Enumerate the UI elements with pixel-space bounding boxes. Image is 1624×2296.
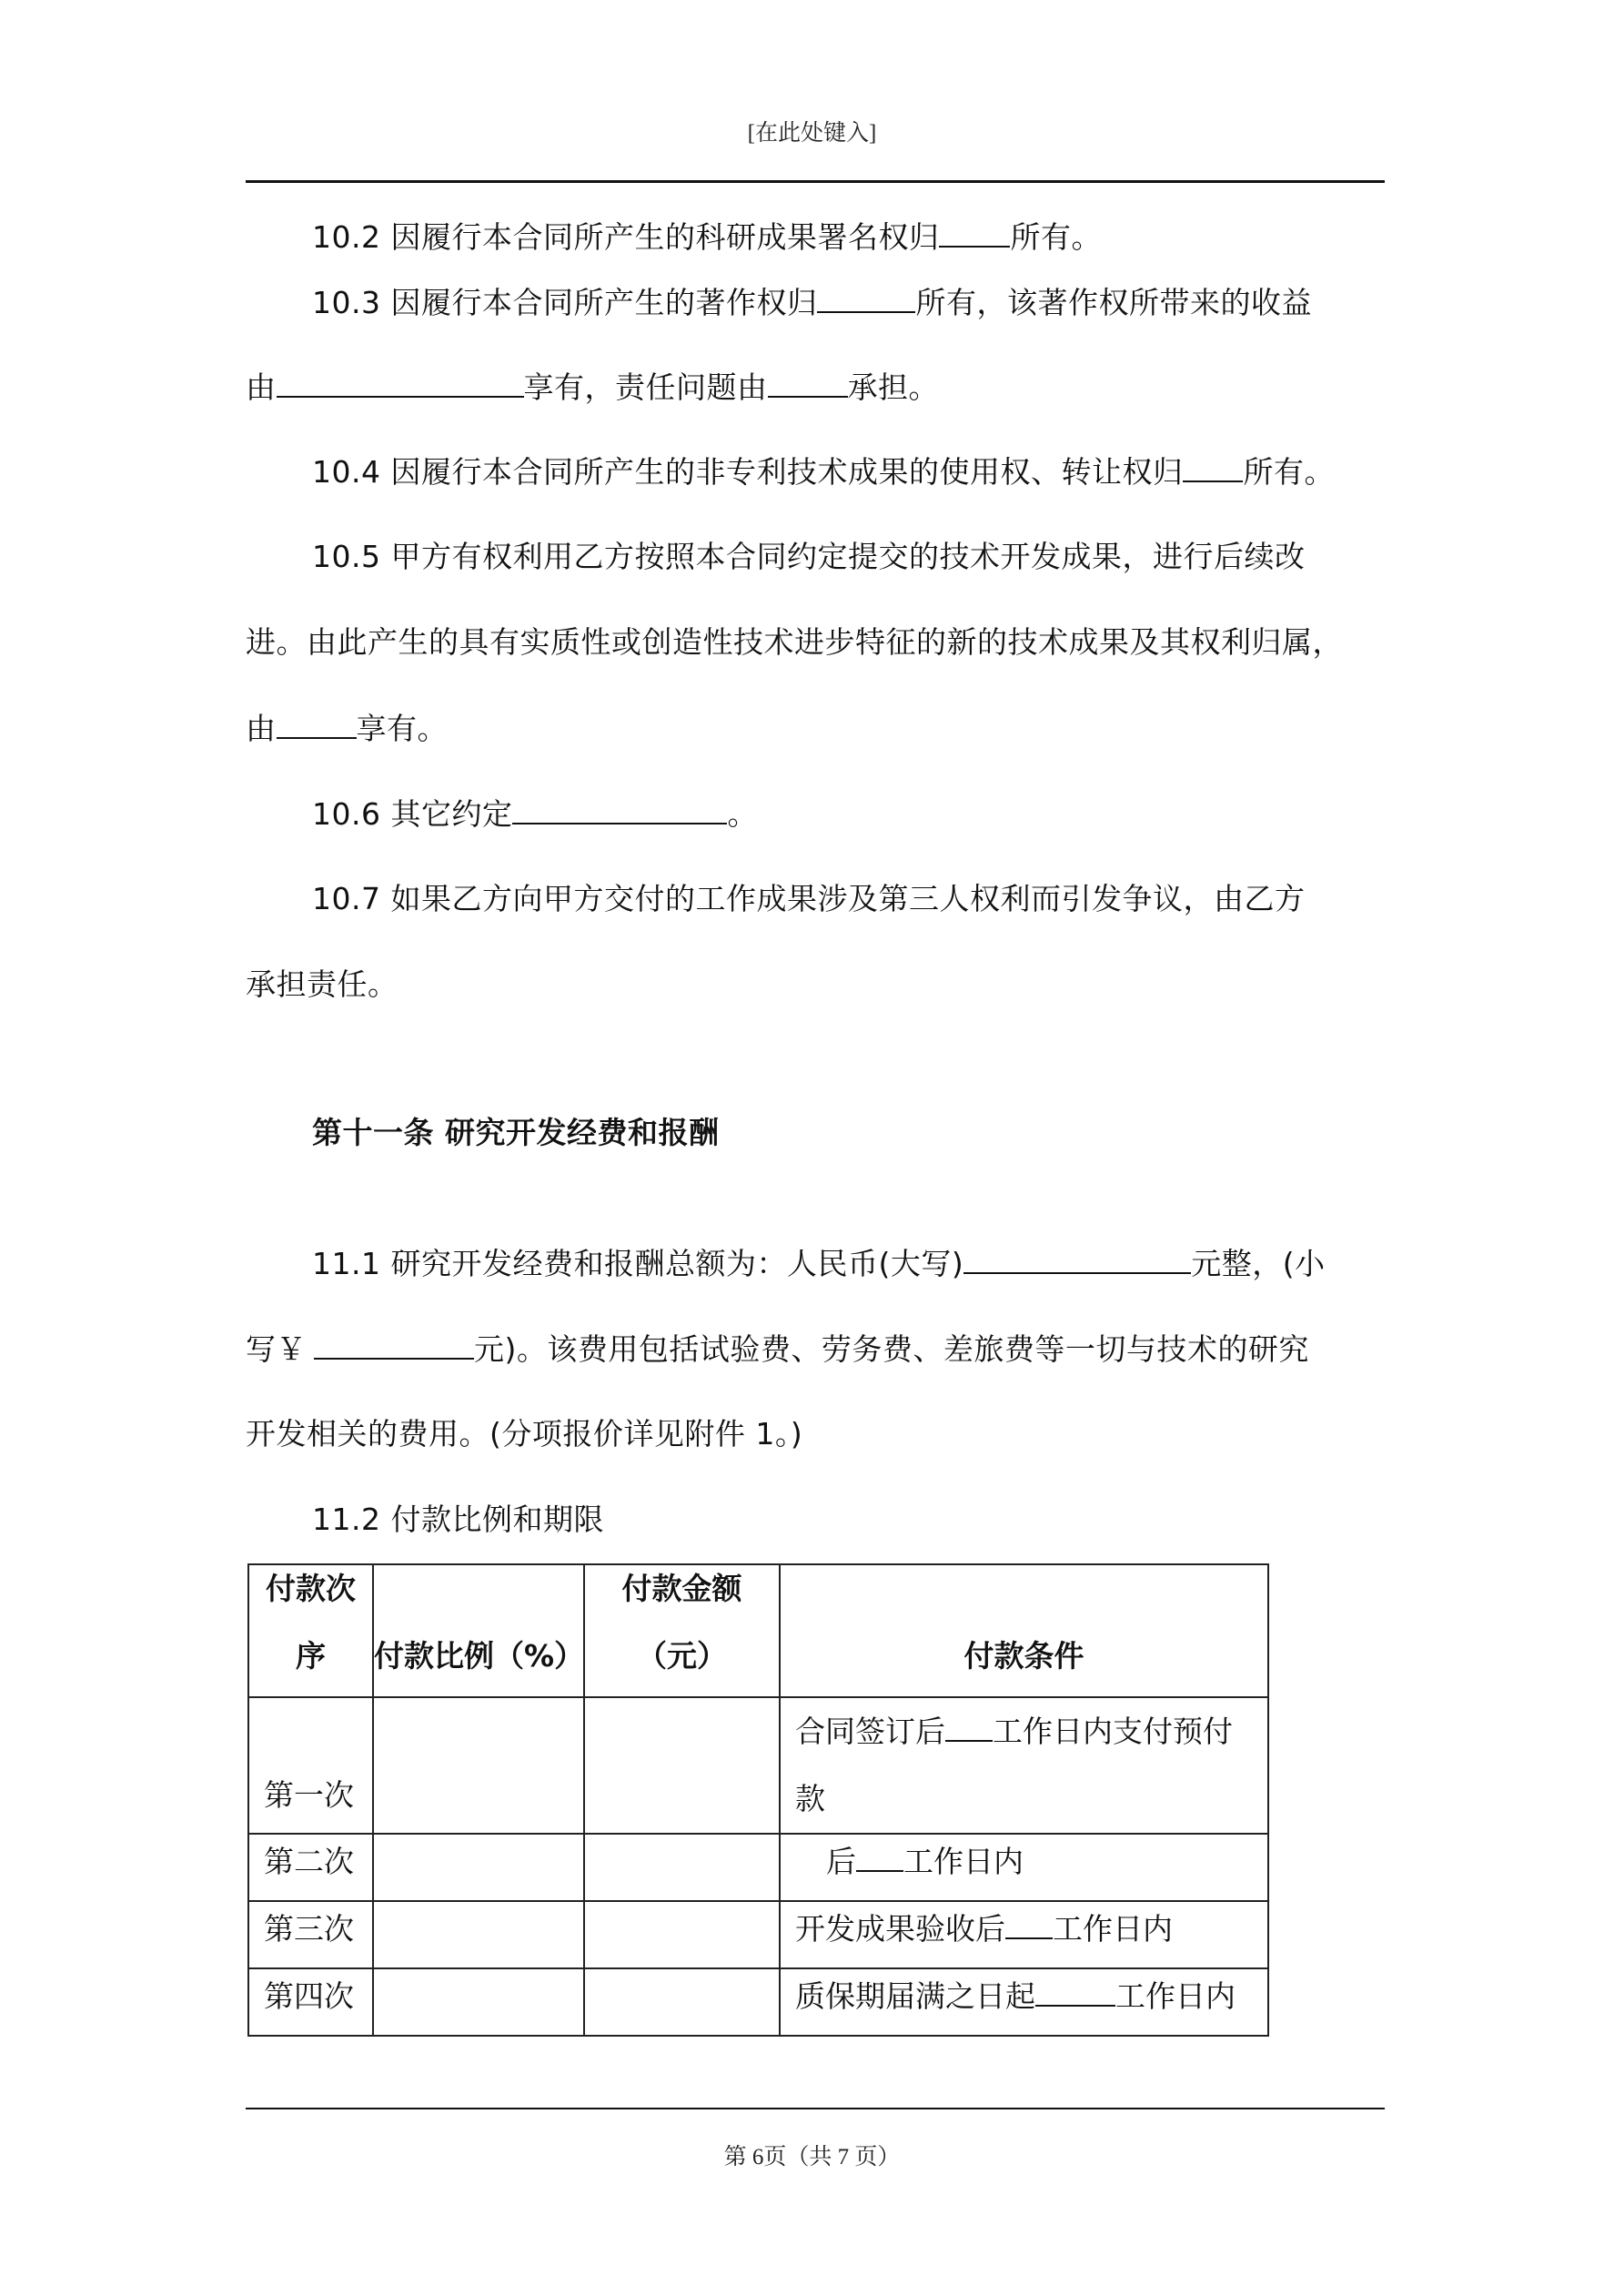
cell-sequence: 第三次 bbox=[248, 1901, 373, 1968]
cell-amount[interactable] bbox=[584, 1834, 780, 1901]
condition-text: 合同签订后 bbox=[795, 1714, 945, 1749]
fill-in-blank[interactable] bbox=[512, 795, 727, 824]
clause-text: 11.1 研究开发经费和报酬总额为：人民币(大写) bbox=[312, 1246, 964, 1281]
condition-text: 后 bbox=[826, 1844, 856, 1879]
fill-in-blank[interactable] bbox=[817, 284, 915, 313]
cell-sequence: 第二次 bbox=[248, 1834, 373, 1901]
clause-text: 10.5 甲方有权利用乙方按照本合同约定提交的技术开发成果，进行后续改 bbox=[312, 539, 1306, 574]
header-text: 付款条件 bbox=[963, 1638, 1084, 1674]
fill-in-blank[interactable] bbox=[1035, 1977, 1115, 2007]
clause-text: 进。由此产生的具有实质性或创造性技术进步特征的新的技术成果及其权利归属， bbox=[246, 624, 1343, 660]
table-row bbox=[248, 1968, 1268, 2036]
cell-condition bbox=[780, 1968, 1268, 2036]
header-condition bbox=[780, 1564, 1268, 1697]
cell-amount[interactable] bbox=[584, 1901, 780, 1968]
header-text: 序 bbox=[296, 1638, 326, 1674]
clause-11-1-line2 bbox=[246, 1330, 1385, 1368]
clause-10-3-line1 bbox=[246, 284, 1385, 321]
payment-schedule-table bbox=[247, 1563, 1269, 2037]
clause-text: 元整，(小 bbox=[1191, 1246, 1326, 1281]
header-text: 付款次 bbox=[266, 1571, 356, 1606]
fill-in-blank[interactable] bbox=[939, 218, 1010, 248]
clause-10-5-line1 bbox=[246, 539, 1385, 575]
cell-ratio[interactable] bbox=[373, 1901, 584, 1968]
clause-10-4 bbox=[246, 453, 1385, 491]
clause-text: 10.7 如果乙方向甲方交付的工作成果涉及第三人权利而引发争议，由乙方 bbox=[312, 881, 1306, 916]
cell-condition bbox=[780, 1901, 1268, 1968]
header-sequence bbox=[248, 1564, 373, 1697]
clause-11-1-line1 bbox=[246, 1245, 1385, 1282]
condition-text: 质保期届满之日起 bbox=[795, 1978, 1035, 2014]
clause-text: 承担责任。 bbox=[246, 966, 398, 1002]
cell-sequence: 第四次 bbox=[248, 1968, 373, 2036]
header-amount bbox=[584, 1564, 780, 1697]
fill-in-blank[interactable] bbox=[963, 1245, 1191, 1274]
clause-10-5-line3 bbox=[246, 710, 1385, 747]
condition-text: 工作日内 bbox=[1053, 1911, 1173, 1947]
clause-text: 元)。该费用包括试验费、劳务费、差旅费等一切与技术的研究 bbox=[474, 1331, 1309, 1367]
clause-11-2-title: 11.2 付款比例和期限 bbox=[312, 1502, 604, 1537]
cell-ratio[interactable] bbox=[373, 1834, 584, 1901]
fill-in-blank[interactable] bbox=[277, 710, 357, 739]
clause-text: 写￥ bbox=[246, 1331, 307, 1367]
clause-text: 承担。 bbox=[847, 369, 939, 405]
fill-in-blank[interactable] bbox=[856, 1843, 903, 1872]
clause-10-6 bbox=[246, 795, 1385, 833]
condition-text: 工作日内 bbox=[903, 1844, 1024, 1879]
condition-text: 工作日内支付预付款 bbox=[795, 1714, 1233, 1816]
cell-condition bbox=[780, 1697, 1268, 1834]
condition-text: 工作日内 bbox=[1115, 1978, 1236, 2014]
header-ratio bbox=[373, 1564, 584, 1697]
table-row bbox=[248, 1901, 1268, 1968]
table-row bbox=[248, 1697, 1268, 1834]
clause-text: 所有。 bbox=[1243, 454, 1335, 490]
footer-divider bbox=[246, 2108, 1385, 2109]
clause-10-7-line2 bbox=[246, 966, 1385, 1003]
clause-text: 。 bbox=[727, 796, 758, 832]
cell-amount[interactable] bbox=[584, 1697, 780, 1834]
fill-in-blank[interactable] bbox=[1005, 1910, 1053, 1939]
table-header-row bbox=[248, 1564, 1268, 1697]
clause-10-7-line1 bbox=[246, 881, 1385, 917]
clause-11-1-line3 bbox=[246, 1416, 1385, 1452]
clause-10-2 bbox=[246, 218, 1385, 256]
clause-text: 由 bbox=[246, 711, 277, 746]
clause-text: 10.2 因履行本合同所产生的科研成果署名权归 bbox=[312, 219, 940, 255]
clause-10-5-line2 bbox=[246, 624, 1385, 661]
clause-text: 所有，该著作权所带来的收益 bbox=[915, 285, 1312, 320]
fill-in-blank[interactable] bbox=[1183, 453, 1243, 482]
page-header[interactable]: [在此处键入] bbox=[747, 121, 877, 146]
clause-text: 享有，责任问题由 bbox=[523, 369, 768, 405]
clause-text: 10.6 其它约定 bbox=[312, 796, 513, 832]
header-text: （元） bbox=[637, 1638, 727, 1674]
cell-ratio[interactable] bbox=[373, 1697, 584, 1834]
clause-text: 10.3 因履行本合同所产生的著作权归 bbox=[312, 285, 818, 320]
cell-condition bbox=[780, 1834, 1268, 1901]
fill-in-blank[interactable] bbox=[768, 369, 848, 398]
cell-amount[interactable] bbox=[584, 1968, 780, 2036]
cell-ratio[interactable] bbox=[373, 1968, 584, 2036]
fill-in-blank[interactable] bbox=[945, 1713, 993, 1742]
condition-text: 开发成果验收后 bbox=[795, 1911, 1005, 1947]
section-11-heading: 第十一条 研究开发经费和报酬 bbox=[312, 1115, 720, 1150]
clause-text: 10.4 因履行本合同所产生的非专利技术成果的使用权、转让权归 bbox=[312, 454, 1184, 490]
fill-in-blank[interactable] bbox=[277, 369, 524, 398]
page-number: 第 6页（共 7 页） bbox=[723, 2145, 901, 2170]
header-divider bbox=[246, 180, 1385, 183]
header-text: 付款金额 bbox=[621, 1571, 742, 1606]
table-row bbox=[248, 1834, 1268, 1901]
fill-in-blank[interactable] bbox=[314, 1330, 474, 1360]
clause-text: 开发相关的费用。(分项报价详见附件 1。) bbox=[246, 1416, 803, 1451]
clause-text: 所有。 bbox=[1010, 219, 1102, 255]
clause-text: 享有。 bbox=[356, 711, 448, 746]
cell-sequence: 第一次 bbox=[248, 1697, 373, 1834]
clause-10-3-line2 bbox=[246, 369, 1385, 406]
clause-text: 由 bbox=[246, 369, 277, 405]
header-text: 付款比例（%） bbox=[374, 1638, 585, 1674]
